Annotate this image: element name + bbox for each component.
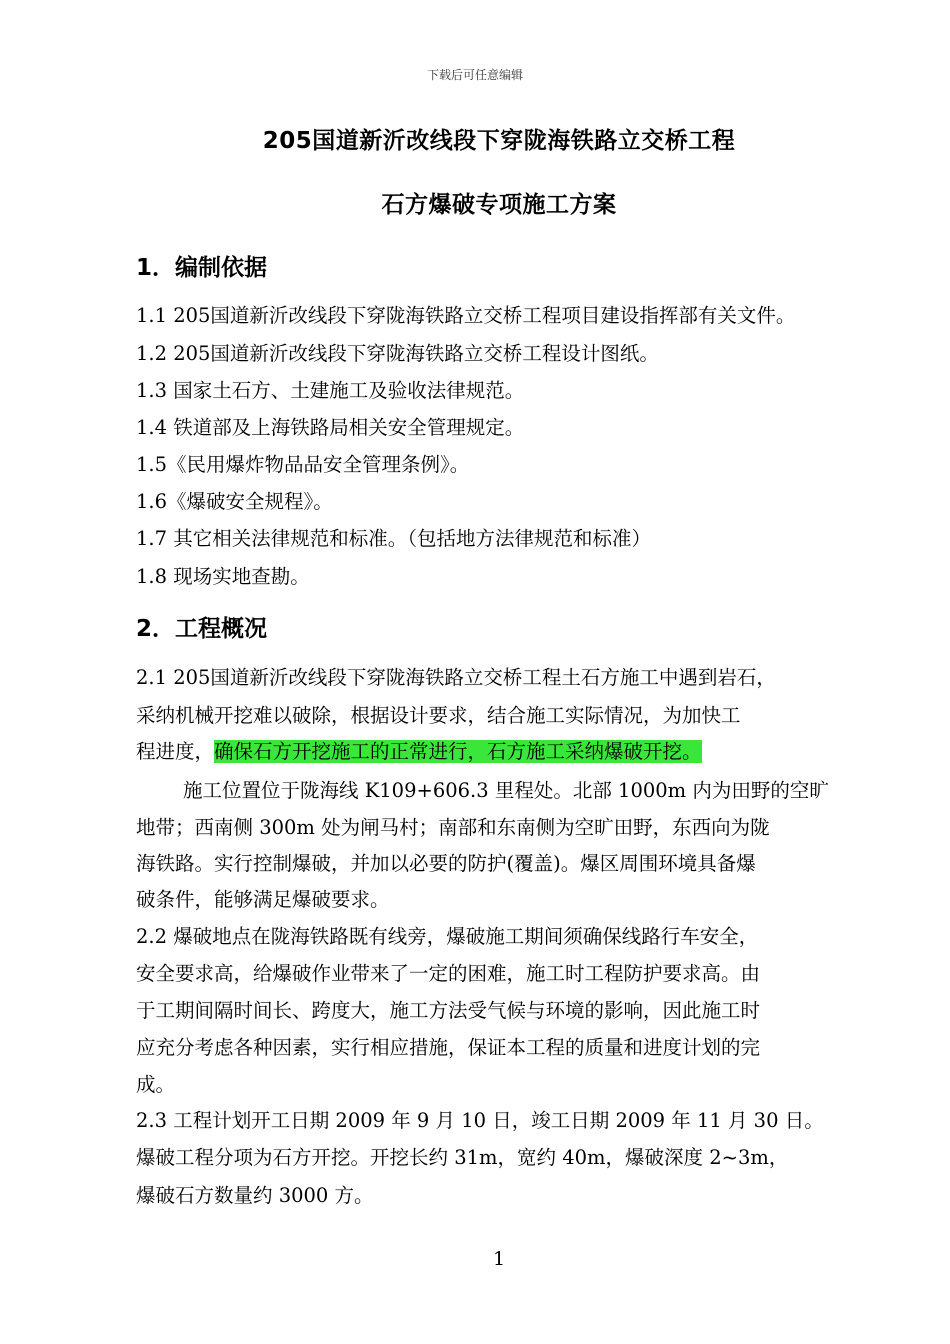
section-heading-1: 1．编制依据 — [136, 255, 268, 281]
document-title: 205国道新沂改线段下穿陇海铁路立交桥工程 — [262, 128, 736, 154]
paragraph-line: 地带；西南侧 300m 处为闸马村；南部和东南侧为空旷田野，东西向为陇 — [136, 816, 770, 839]
list-item: 1.7 其它相关法律规范和标准。（包括地方法律规范和标准） — [136, 527, 651, 550]
list-item: 1.3 国家土石方、土建施工及验收法律规范。 — [136, 379, 525, 402]
paragraph-line: 于工期间隔时间长、跨度大，施工方法受气候与环境的影响，因此施工时 — [136, 999, 761, 1022]
page-number: 1 — [492, 1248, 506, 1270]
paragraph-line: 海铁路。实行控制爆破，并加以必要的防护(覆盖)。爆区周围环境具备爆 — [136, 852, 756, 875]
paragraph-line: 采纳机械开挖难以破除，根据设计要求，结合施工实际情况，为加快工 — [136, 704, 741, 727]
paragraph-line: 爆破石方数量约 3000 方。 — [136, 1184, 374, 1207]
paragraph-line — [136, 736, 702, 764]
list-item: 1.8 现场实地查勘。 — [136, 565, 310, 588]
document-subtitle: 石方爆破专项施工方案 — [381, 192, 617, 218]
highlighted-text: 确保石方开挖施工的正常进行，石方施工采纳爆破开挖。 — [214, 740, 702, 763]
list-item: 1.2 205国道新沂改线段下穿陇海铁路立交桥工程设计图纸。 — [136, 342, 659, 365]
paragraph-text: 程进度， — [136, 740, 215, 763]
list-item: 1.1 205国道新沂改线段下穿陇海铁路立交桥工程项目建设指挥部有关文件。 — [136, 304, 796, 327]
paragraph-line: 2.2 爆破地点在陇海铁路既有线旁，爆破施工期间须确保线路行车安全， — [136, 925, 759, 948]
paragraph-line: 破条件，能够满足爆破要求。 — [136, 888, 390, 911]
list-item: 1.6《爆破安全规程》。 — [136, 490, 333, 513]
paragraph-line: 安全要求高，给爆破作业带来了一定的困难，施工时工程防护要求高。由 — [136, 962, 761, 985]
paragraph-line: 施工位置位于陇海线 K109+606.3 里程处。北部 1000m 内为田野的空旷 — [183, 779, 829, 802]
paragraph-line: 应充分考虑各种因素，实行相应措施，保证本工程的质量和进度计划的完 — [136, 1036, 761, 1059]
list-item: 1.5《民用爆炸物品品安全管理条例》。 — [136, 453, 470, 476]
paragraph-line: 2.1 205国道新沂改线段下穿陇海铁路立交桥工程土石方施工中遇到岩石， — [136, 666, 776, 689]
paragraph-line: 爆破工程分项为石方开挖。开挖长约 31m，宽约 40m，爆破深度 2~3m， — [136, 1146, 789, 1169]
list-item: 1.4 铁道部及上海铁路局相关安全管理规定。 — [136, 416, 525, 439]
page-header: 下载后可任意编辑 — [426, 68, 523, 82]
paragraph-line: 2.3 工程计划开工日期 2009 年 9 月 10 日，竣工日期 2009 年 11 月 30 日。 — [136, 1109, 824, 1132]
section-heading-2: 2．工程概况 — [136, 616, 268, 642]
paragraph-line: 成。 — [136, 1073, 176, 1096]
